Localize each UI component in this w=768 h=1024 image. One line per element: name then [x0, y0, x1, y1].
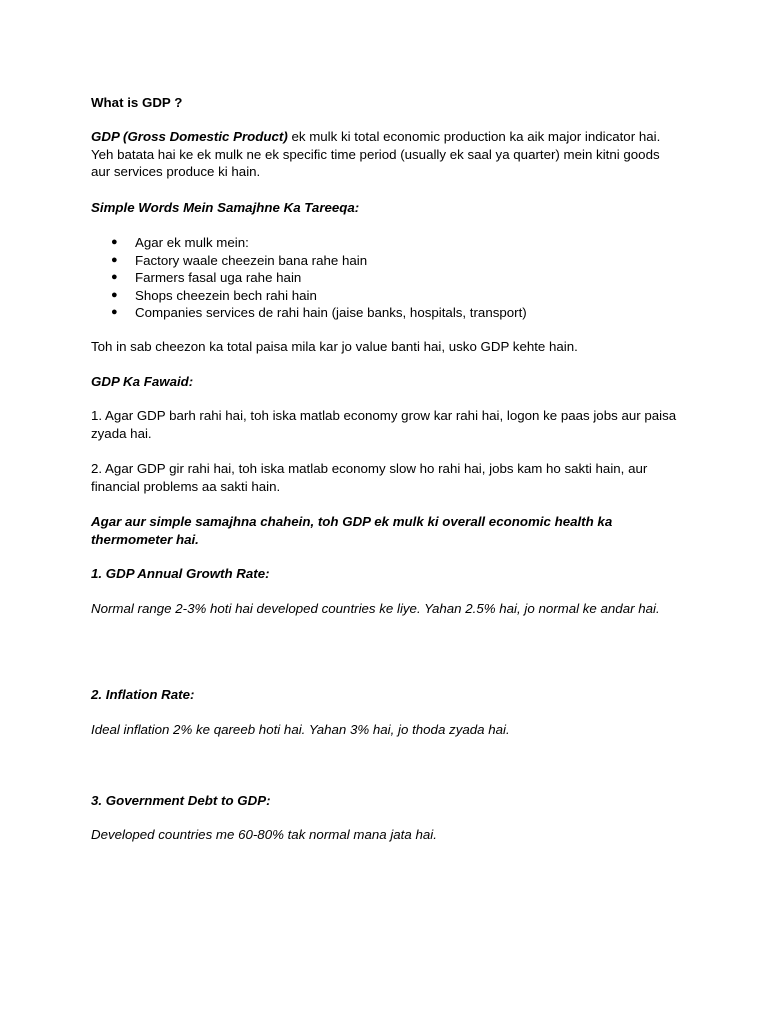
page-title: What is GDP ? [91, 95, 183, 110]
fawaid-heading: GDP Ka Fawaid: [91, 374, 194, 389]
bullet-icon: ● [111, 288, 118, 301]
point-2-paragraph: 2. Agar GDP gir rahi hai, toh iska matlab economy slow ho rahi hai, jobs kam ho sakti hain, aur financial problems aa sakti hain. [91, 461, 648, 494]
simple-words-heading: Simple Words Mein Samajhne Ka Tareeqa: [91, 200, 360, 215]
inflation-heading: 2. Inflation Rate: [91, 687, 195, 702]
growth-rate-text: Normal range 2-3% hoti hai developed countries ke liye. Yahan 2.5% hai, jo normal ke andar hai. [91, 601, 660, 616]
point-1-paragraph: 1. Agar GDP barh rahi hai, toh iska matlab economy grow kar rahi hai, logon ke paas jobs aur paisa zyada hai. [91, 408, 677, 441]
bullet-list [91, 234, 681, 322]
thermometer-paragraph: Agar aur simple samajhna chahein, toh GDP ek mulk ki overall economic health ka thermometer hai. [91, 514, 613, 547]
intro-text: ek mulk ki total economic production ka aik major indicator hai. Yeh batata hai ke ek mulk ne ek specific time period (usually ek saal ya quarter) mein kitni goods aur services produce ki hain. [91, 129, 661, 179]
list-item: ● Factory waale cheezein bana rahe hain [111, 252, 368, 268]
bullet-icon: ● [111, 306, 118, 318]
bullet-icon: ● [111, 253, 118, 266]
growth-rate-heading: 1. GDP Annual Growth Rate: [91, 566, 270, 581]
bullet-icon: ● [111, 236, 118, 248]
list-item: ● Agar ek mulk mein: [111, 235, 249, 250]
debt-heading: 3. Government Debt to GDP: [91, 793, 271, 808]
list-item: ● Shops cheezein bech rahi hain [111, 287, 317, 303]
inflation-text: Ideal inflation 2% ke qareeb hoti hai. Yahan 3% hai, jo thoda zyada hai. [91, 722, 510, 737]
summary-paragraph: Toh in sab cheezon ka total paisa mila kar jo value banti hai, usko GDP kehte hain. [91, 339, 578, 354]
gdp-term: GDP (Gross Domestic Product) [91, 129, 288, 144]
debt-text: Developed countries me 60-80% tak normal mana jata hai. [91, 827, 437, 842]
bullet-icon: ● [111, 271, 118, 283]
list-item: ● Farmers fasal uga rahe hain [111, 270, 302, 285]
list-item: ● Companies services de rahi hain (jaise banks, hospitals, transport) [111, 305, 527, 320]
intro-paragraph [91, 128, 681, 181]
